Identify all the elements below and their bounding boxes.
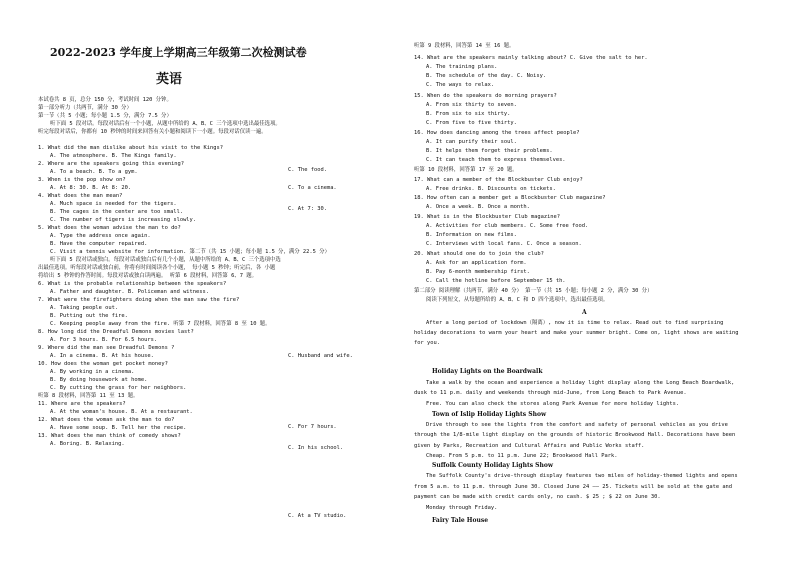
question-line: B. Information on new films. bbox=[426, 232, 517, 238]
question-line: C. Call the hotline before September 15 th. bbox=[426, 278, 566, 284]
question-line: The Suffolk County's drive-through display features two miles of holiday-themed lights and opens bbox=[426, 473, 738, 479]
question-line: from 5 a.m. to 11 p.m. through June 30. Closed June 24 —— 25. Tickets will be sold at the gate and bbox=[414, 484, 733, 490]
option-c: C. Husband and wife. bbox=[288, 353, 353, 359]
exam-subject: 英语 bbox=[156, 72, 183, 87]
question-line: A. From six thirty to seven. bbox=[426, 102, 517, 108]
section-heading: Suffolk County Holiday Lights Show bbox=[432, 462, 554, 469]
question-line: holiday decorations to warm your heart and make your summer bright. Come on, light shows are waiting bbox=[414, 330, 739, 336]
question-line: C. Interviews with local fans. C. Once a season. bbox=[426, 241, 582, 247]
question-line: A. In a cinema. B. At his house. bbox=[50, 353, 154, 359]
question-line: 听第 9 段材料，回答第 14 至 16 题。 bbox=[414, 43, 515, 49]
question-line: Drive through to see the lights from the comfort and safety of personal vehicles as you drive bbox=[426, 422, 728, 428]
question-line: 第二部分 阅读理解（共两节，满分 40 分） 第一节（共 15 小题；每小题 2 分，满分 30 分） bbox=[414, 288, 653, 294]
question-line: A. By working in a cinema. bbox=[50, 369, 135, 375]
question-line: through the 1/8-mile light display on the grounds of historic Brookwood Hall. Decorations have been bbox=[414, 432, 736, 438]
question-line: A. Ask for an application form. bbox=[426, 260, 527, 266]
question-line: B. The cages in the center are too small. bbox=[50, 209, 184, 215]
question-line: B. By doing housework at home. bbox=[50, 377, 148, 383]
question-line: 11. Where are the speakers? bbox=[38, 401, 126, 407]
section-heading: Holiday Lights on the Boardwalk bbox=[432, 368, 543, 375]
question-line: A. At the woman's house. B. At a restaurant. bbox=[50, 409, 193, 415]
question-line: A. Free drinks. B. Discounts on tickets. bbox=[426, 186, 556, 192]
question-line: 6. What is the probable relationship between the speakers? bbox=[38, 281, 227, 287]
question-line: 15. When do the speakers do morning prayers? bbox=[414, 93, 557, 99]
question-line: A. For 3 hours. B. For 6.5 hours. bbox=[50, 337, 158, 343]
question-line: 出最佳选项。听每段对话或独白前，你将有时间阅读各个小题， 每小题 5 秒钟；听完后，各 小题 bbox=[38, 265, 276, 271]
question-line: 12. What does the woman ask the man to do? bbox=[38, 417, 175, 423]
question-line: 听第 10 段材料，回答第 17 至 20 题。 bbox=[414, 167, 518, 173]
question-line: 5. What does the woman advise the man to do? bbox=[38, 225, 181, 231]
question-line: given by Parks, Recreation and Cultural Affairs and Public Works staff. bbox=[414, 443, 645, 449]
question-line: B. Have the computer repaired. bbox=[50, 241, 148, 247]
question-line: 第一节（共 5 小题；每小题 1.5 分，满分 7.5 分） bbox=[38, 113, 172, 119]
question-line: for you. bbox=[414, 340, 440, 346]
question-line: A. Activities for club members. C. Some free food. bbox=[426, 223, 589, 229]
question-line: 听下面 5 段对话或独白。每段对话或独白后有几个小题，从题中所给的 A、B、C 三个选项中选 bbox=[50, 257, 281, 263]
option-c: C. For 7 hours. bbox=[288, 424, 337, 430]
question-line: Monday through Friday. bbox=[426, 505, 498, 511]
question-line: 7. What were the firefighters doing when the man saw the fire? bbox=[38, 297, 240, 303]
question-line: Take a walk by the ocean and experience a holiday light display along the Long Beach Boardwalk, bbox=[426, 380, 735, 386]
question-line: B. The schedule of the day. C. Noisy. bbox=[426, 73, 547, 79]
question-line: 8. How long did the Dreadful Demons movies last? bbox=[38, 329, 194, 335]
question-line: 18. How often can a member get a Blockbuster Club magazine? bbox=[414, 195, 606, 201]
question-line: A. At 8: 30. B. At 8: 20. bbox=[50, 185, 132, 191]
question-line: 将给出 5 秒钟的作答时间。每段对话或独白读两遍。 听第 6 段材料，回答第 6、7 题。 bbox=[38, 273, 257, 279]
question-line: A. To a beach. B. To a gym. bbox=[50, 169, 138, 175]
question-line: Free. You can also check the stores along Park Avenue for more holiday lights. bbox=[426, 401, 680, 407]
question-line: 14. What are the speakers mainly talking about? C. Give the salt to her. bbox=[414, 55, 648, 61]
section-heading: Fairy Tale House bbox=[432, 517, 489, 524]
question-line: A. The training plans. bbox=[426, 64, 498, 70]
option-c: C. The food. bbox=[288, 167, 327, 173]
question-line: C. It can teach them to express themselves. bbox=[426, 157, 566, 163]
question-line: After a long period of lockdown（隔离）, now it is time to relax. Read out to find surprising bbox=[426, 320, 724, 326]
option-c: C. At a TV studio. bbox=[288, 513, 347, 519]
question-line: A. It can purify their soul. bbox=[426, 139, 517, 145]
question-line: A. The atmosphere. B. The Kings family. bbox=[50, 153, 177, 159]
option-c: C. To a cinema. bbox=[288, 185, 337, 191]
question-line: dusk to 11 p.m. daily and weekends through mid-June, from Long Beach to Park Avenue. bbox=[414, 390, 687, 396]
question-line: B. Pay 6-month membership first. bbox=[426, 269, 530, 275]
question-line: C. The number of tigers is increasing slowly. bbox=[50, 217, 197, 223]
question-line: A. Type the address once again. bbox=[50, 233, 151, 239]
question-line: C. The ways to relax. bbox=[426, 82, 495, 88]
question-line: C. Visit a tennis website for information. 第二节（共 15 小题；每小题 1.5 分，满分 22.5 分） bbox=[50, 249, 330, 255]
question-line: B. It helps them forget their problems. bbox=[426, 148, 553, 154]
question-line: B. From six to six thirty. bbox=[426, 111, 511, 117]
question-line: 2. Where are the speakers going this evening? bbox=[38, 161, 185, 167]
question-line: A. Boring. B. Relaxing. bbox=[50, 441, 125, 447]
exam-title: 2022-2023 学年度上学期高三年级第二次检测试卷 bbox=[50, 46, 307, 59]
question-line: A. Once a week. B. Once a month. bbox=[426, 204, 530, 210]
question-line: 听完每段对话后，你都有 10 秒钟的时间来回答有关小题和阅读下一小题。每段对话仅读一遍。 bbox=[38, 129, 267, 135]
section-heading: A bbox=[582, 309, 587, 316]
question-line: A. Father and daughter. B. Policeman and witness. bbox=[50, 289, 210, 295]
section-heading: Town of Islip Holiday Lights Show bbox=[432, 411, 547, 418]
question-line: 13. What does the man think of comedy shows? bbox=[38, 433, 181, 439]
question-line: A. Much space is needed for the tigers. bbox=[50, 201, 177, 207]
question-line: 1. What did the man dislike about his visit to the Kings? bbox=[38, 145, 223, 151]
option-c: C. At 7: 30. bbox=[288, 206, 327, 212]
question-line: 听第 8 段材料，回答第 11 至 13 题。 bbox=[38, 393, 139, 399]
question-line: 19. What is in the Blockbuster Club magazine? bbox=[414, 214, 561, 220]
option-c: C. In his school. bbox=[288, 445, 344, 451]
question-line: 4. What does the man mean? bbox=[38, 193, 123, 199]
question-line: payment can be made with credit cards only, no cash. $ 25 ; $ 22 on June 30. bbox=[414, 494, 661, 500]
question-line: 第一部分听力（共两节，满分 30 分） bbox=[38, 105, 132, 111]
question-line: A. Have some soup. B. Tell her the recipe. bbox=[50, 425, 187, 431]
question-line: 17. What can a member of the Blockbuster Club enjoy? bbox=[414, 177, 583, 183]
question-line: A. Taking people out. bbox=[50, 305, 119, 311]
question-line: 听下面 5 段对话。每段对话后有一个小题，从题中所给的 A、B、C 三个选项中选出最佳选项。 bbox=[50, 121, 281, 127]
question-line: 9. Where did the man see Dreadful Demons ? bbox=[38, 345, 175, 351]
question-line: 阅读下列短文，从每题所给的 A、B、C 和 D 四个选项中，选出最佳选项。 bbox=[426, 297, 609, 303]
question-line: 16. How does dancing among the trees affect people? bbox=[414, 130, 580, 136]
question-line: C. From five to five thirty. bbox=[426, 120, 517, 126]
question-line: 3. When is the pop show on? bbox=[38, 177, 126, 183]
question-line: B. Putting out the fire. bbox=[50, 313, 128, 319]
question-line: 20. What should one do to join the club? bbox=[414, 251, 544, 257]
question-line: Cheap. From 5 p.m. to 11 p.m. June 22; Brookwood Hall Park. bbox=[426, 453, 618, 459]
question-line: 本试卷共 8 页，总分 150 分，考试时间 120 分钟。 bbox=[38, 97, 172, 103]
question-line: C. By cutting the grass for her neighbors. bbox=[50, 385, 187, 391]
question-line: 10. How does the woman get pocket money? bbox=[38, 361, 168, 367]
question-line: C. Keeping people away from the fire. 听第 7 段材料，回答第 8 至 10 题。 bbox=[50, 321, 271, 327]
